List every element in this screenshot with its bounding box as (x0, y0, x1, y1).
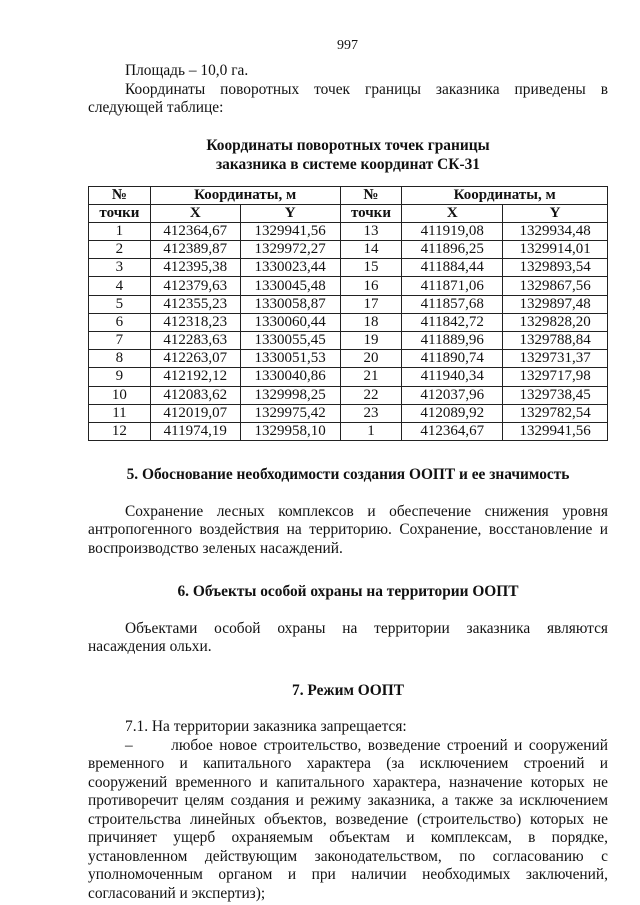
header-coords-right: Координаты, м (402, 186, 608, 204)
cell-x: 412364,67 (150, 222, 240, 240)
cell-y: 1329782,54 (503, 404, 608, 422)
cell-num: 20 (340, 350, 402, 368)
cell-y: 1330055,45 (240, 332, 340, 350)
cell-x: 411919,08 (402, 222, 503, 240)
cell-num: 6 (89, 313, 151, 331)
cell-x: 411871,06 (402, 277, 503, 295)
cell-y: 1329731,37 (503, 350, 608, 368)
coords-intro: Координаты поворотных точек границы заказника приведены в следующей таблице: (88, 80, 608, 116)
cell-y: 1329972,27 (240, 241, 340, 259)
cell-y: 1329893,54 (503, 259, 608, 277)
cell-x: 412355,23 (150, 295, 240, 313)
document-body (88, 62, 608, 903)
header-num-right-sub: точки (340, 204, 402, 222)
section7-p2: – любое новое строительство, возведение строений и сооружений временного и капитального характера (за исключением строений и сооружений временного и капитального характера, назначение которых не противоречит целям создания и режиму заказника, а также за исключением строительства линейных объектов, возведение (строительство) которых не причиняет ущерб охраняемым объектам и комплексам, в порядке, установленном действующим законодательством, по согласованию с уполномоченным органом и при наличии необходимых заключений, согласований и экспертиз); (88, 736, 608, 902)
cell-x: 411884,44 (402, 259, 503, 277)
cell-y: 1329828,20 (503, 313, 608, 331)
section5-title: 5. Обоснование необходимости создания ООПТ и ее значимость (126, 466, 570, 484)
section7-p1: 7.1. На территории заказника запрещается: (125, 718, 407, 736)
section6-body: Объектами особой охраны на территории заказника являются насаждения ольхи. (88, 619, 608, 656)
cell-x: 411890,74 (402, 350, 503, 368)
table-row (89, 222, 608, 240)
section7-title: 7. Режим ООПТ (292, 681, 404, 699)
header-num-left-sub: точки (89, 204, 151, 222)
cell-y: 1330051,53 (240, 350, 340, 368)
cell-num: 11 (89, 404, 151, 422)
table-row (89, 332, 608, 350)
cell-y: 1329934,48 (503, 222, 608, 240)
cell-x: 412089,92 (402, 404, 503, 422)
cell-x: 411842,72 (402, 313, 503, 331)
header-y-right: Y (503, 204, 608, 222)
cell-num: 18 (340, 313, 402, 331)
cell-y: 1330040,86 (240, 368, 340, 386)
cell-num: 21 (340, 368, 402, 386)
cell-x: 412083,62 (150, 386, 240, 404)
cell-num: 7 (89, 332, 151, 350)
cell-num: 14 (340, 241, 402, 259)
cell-num: 15 (340, 259, 402, 277)
cell-x: 412283,63 (150, 332, 240, 350)
header-num-right: № (340, 186, 402, 204)
cell-num: 8 (89, 350, 151, 368)
cell-y: 1329941,56 (503, 422, 608, 440)
cell-num: 13 (340, 222, 402, 240)
table-row (89, 241, 608, 259)
cell-y: 1329998,25 (240, 386, 340, 404)
cell-num: 1 (89, 222, 151, 240)
cell-y: 1329914,01 (503, 241, 608, 259)
cell-num: 19 (340, 332, 402, 350)
cell-y: 1329975,42 (240, 404, 340, 422)
cell-num: 1 (340, 422, 402, 440)
table-row (89, 295, 608, 313)
table-title (88, 136, 608, 174)
table-row (89, 386, 608, 404)
coordinates-table-body (89, 222, 608, 440)
cell-num: 12 (89, 422, 151, 440)
cell-x: 412019,07 (150, 404, 240, 422)
table-row (89, 350, 608, 368)
cell-y: 1329897,48 (503, 295, 608, 313)
cell-num: 23 (340, 404, 402, 422)
cell-x: 412364,67 (402, 422, 503, 440)
table-row (89, 259, 608, 277)
cell-num: 10 (89, 386, 151, 404)
cell-x: 412263,07 (150, 350, 240, 368)
cell-y: 1330058,87 (240, 295, 340, 313)
table-row (89, 422, 608, 440)
cell-y: 1329788,84 (503, 332, 608, 350)
cell-num: 2 (89, 241, 151, 259)
header-coords-left: Координаты, м (150, 186, 340, 204)
cell-x: 412395,38 (150, 259, 240, 277)
cell-y: 1329867,56 (503, 277, 608, 295)
cell-num: 16 (340, 277, 402, 295)
cell-num: 22 (340, 386, 402, 404)
header-y-left: Y (240, 204, 340, 222)
cell-x: 411940,34 (402, 368, 503, 386)
table-title-line2: заказника в системе координат СК-31 (216, 155, 480, 173)
page-number: 997 (337, 38, 358, 53)
cell-num: 3 (89, 259, 151, 277)
table-row (89, 313, 608, 331)
cell-x: 412389,87 (150, 241, 240, 259)
area-line: Площадь – 10,0 га. (125, 62, 249, 79)
cell-num: 5 (89, 295, 151, 313)
header-x-left: X (150, 204, 240, 222)
cell-y: 1329717,98 (503, 368, 608, 386)
section6-title: 6. Объекты особой охраны на территории ООПТ (177, 583, 519, 601)
cell-x: 411896,25 (402, 241, 503, 259)
header-num-left: № (89, 186, 151, 204)
section5-body: Сохранение лесных комплексов и обеспечение снижения уровня антропогенного воздействия на территорию. Сохранение, восстановление и воспроизводство зеленых насаждений. (88, 502, 608, 557)
coordinates-table (88, 186, 608, 442)
table-row (89, 368, 608, 386)
cell-y: 1329941,56 (240, 222, 340, 240)
cell-x: 411857,68 (402, 295, 503, 313)
cell-x: 411974,19 (150, 422, 240, 440)
cell-num: 17 (340, 295, 402, 313)
cell-x: 412379,63 (150, 277, 240, 295)
cell-y: 1330060,44 (240, 313, 340, 331)
cell-x: 412192,12 (150, 368, 240, 386)
cell-y: 1329738,45 (503, 386, 608, 404)
cell-x: 411889,96 (402, 332, 503, 350)
cell-y: 1330023,44 (240, 259, 340, 277)
cell-x: 412037,96 (402, 386, 503, 404)
table-title-line1: Координаты поворотных точек границы (206, 136, 490, 154)
header-x-right: X (402, 204, 503, 222)
cell-x: 412318,23 (150, 313, 240, 331)
cell-num: 4 (89, 277, 151, 295)
table-row (89, 404, 608, 422)
cell-num: 9 (89, 368, 151, 386)
table-row (89, 277, 608, 295)
cell-y: 1330045,48 (240, 277, 340, 295)
cell-y: 1329958,10 (240, 422, 340, 440)
